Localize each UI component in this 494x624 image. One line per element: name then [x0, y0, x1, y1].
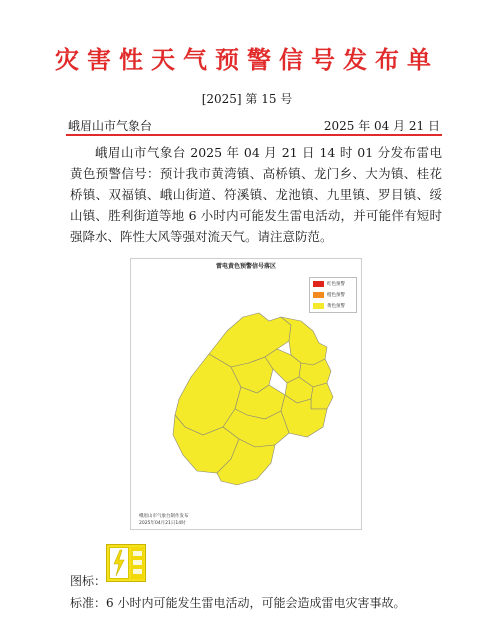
- warning-standard-text: 标准：6 小时内可能发生雷电活动，可能会造成雷电灾害事故。: [70, 596, 406, 610]
- map-footer: [139, 513, 189, 527]
- document-title: 灾害性天气预警信号发布单: [55, 46, 439, 74]
- map-region-east-4: [311, 383, 333, 409]
- lightning-yellow-warning-icon: [106, 544, 146, 582]
- lightning-icon: [110, 548, 128, 578]
- legend-label-yellow: 黄色预警: [327, 304, 345, 309]
- legend-label-orange: 橙色预警: [327, 293, 345, 298]
- issue-number: [2025] 第 15 号: [201, 92, 293, 106]
- icon-label: 图标：: [70, 574, 107, 588]
- legend-item-yellow: [310, 301, 356, 311]
- warning-icon-text-panel: [131, 547, 144, 579]
- warning-body-text: 峨眉山市气象台 2025 年 04 月 21 日 14 时 01 分发布雷电黄色预警信号：预计我市黄湾镇、高桥镇、龙门乡、大为镇、桂花桥镇、双福镇、峨山街道、符溪镇、龙池镇、九里镇、罗目镇、绥山镇、胜利街道等地 6 小时内可能发生雷电活动，并可能伴有短时强降水、阵性大风等强对流天气。请注意防范。: [70, 145, 442, 244]
- issue-date: 2025 年 04 月 21 日: [323, 119, 440, 133]
- legend-item-orange: [310, 290, 356, 300]
- map-footer-time: 2025年04月21日14时: [139, 521, 186, 526]
- legend-swatch-yellow: [313, 303, 324, 309]
- warning-icon-symbol-panel: [109, 547, 129, 579]
- legend-swatch-orange: [313, 292, 324, 298]
- map-title: 雷电黄色预警信号落区: [215, 263, 276, 270]
- legend-swatch-red: [313, 281, 324, 287]
- red-divider: [66, 134, 442, 136]
- map-footer-producer: 峨眉山市气象台制作发布: [139, 514, 189, 519]
- warning-icon-glyphs: [131, 547, 144, 579]
- map-legend: [309, 277, 357, 313]
- issuer-name: 峨眉山市气象台: [68, 119, 153, 133]
- warning-area-map: [130, 258, 362, 530]
- legend-item-red: [310, 279, 356, 289]
- legend-label-red: 红色预警: [327, 282, 345, 287]
